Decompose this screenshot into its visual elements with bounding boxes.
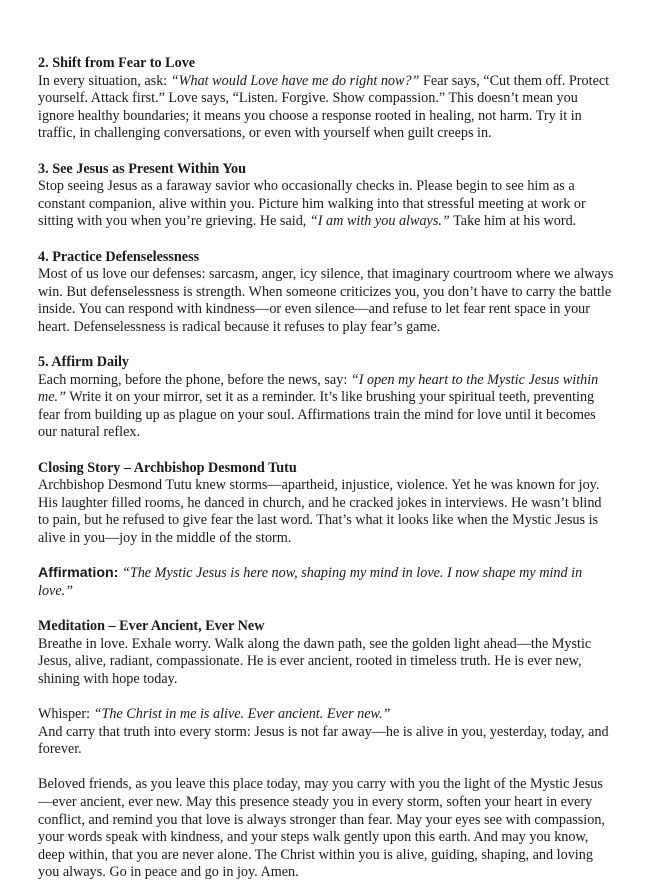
section-body: [38, 178, 614, 231]
quote-text: “I am with you always.”: [309, 213, 450, 230]
meditation-block: [38, 618, 614, 688]
body-text: Most of us love our defenses: sarcasm, anger, icy silence, that imaginary courtroom where we always win. But defenselessness is strength. When someone criticizes you, you don’t have to carry the battle inside. You can respond with kindness—or even silence—and refuse to let fear rent space in your heart. Defenselessness is radical because it refuses to play fear’s game.: [38, 266, 614, 335]
section-body: [38, 372, 614, 442]
affirmation-label: Affirmation:: [38, 565, 119, 582]
whisper-line: [38, 706, 614, 724]
affirmation-block: [38, 565, 614, 600]
section-block: [38, 161, 614, 231]
whisper-label: Whisper:: [38, 705, 94, 722]
quote-text: “What would Love have me do right now?”: [170, 72, 420, 89]
whisper-block: [38, 706, 614, 759]
body-text: Archbishop Desmond Tutu knew storms—apartheid, injustice, violence. Yet he was known for joy. His laughter filled rooms, he danced in church, and he cracked jokes in interviews. He wasn’t blind to pain, but he refused to give fear the last word. That’s what it looks like when the Mystic Jesus is alive in you—joy in the middle of the storm.: [38, 477, 602, 547]
section-heading: 2. Shift from Fear to Love: [38, 55, 196, 71]
section-heading: 5. Affirm Daily: [38, 354, 130, 371]
sections-container: [38, 55, 614, 548]
quote-text: “I open my heart to the Mystic Jesus within me.”: [38, 371, 599, 406]
closing-block: [38, 776, 614, 882]
meditation-heading: Meditation – Ever Ancient, Ever New: [38, 618, 265, 634]
section-heading: Closing Story – Archbishop Desmond Tutu: [38, 459, 297, 476]
body-text: In every situation, ask:: [38, 72, 171, 89]
body-text: Fear says, “Cut them off. Protect yourself. Attack first.” Love says, “Listen. Forgive. Show compassion.” This doesn’t mean you ignore healthy boundaries; it means you choose a response rooted in healing, not harm. Try it in traffic, in challenging conversations, or even with yourself when guilt creeps in.: [38, 72, 610, 142]
section-block: [38, 460, 614, 548]
body-text: Stop seeing Jesus as a faraway savior who occasionally checks in. Please begin to see him as a constant companion, alive within you. Picture him walking into that stressful meeting at work or sitting with you when you’re grieving. He said,: [38, 178, 586, 230]
meditation-text: Breathe in love. Exhale worry. Walk along the dawn path, see the golden light ahead—the Mystic Jesus, alive, radiant, compassionate. He is ever ancient, rooted in timeless truth. He is ever new, shining with hope today.: [38, 635, 592, 687]
whisper-follow: And carry that truth into every storm: Jesus is not far away—he is alive in you, yesterday, today, and forever.: [38, 723, 609, 758]
body-text: Each morning, before the phone, before the news, say:: [38, 371, 351, 388]
section-heading: 4. Practice Defenselessness: [38, 248, 200, 265]
section-heading: 3. See Jesus as Present Within You: [38, 160, 246, 177]
section-block: [38, 354, 614, 442]
section-body: [38, 73, 614, 143]
body-text: Take him at his word.: [449, 213, 577, 230]
section-block: [38, 55, 614, 143]
affirmation-quote: “The Mystic Jesus is here now, shaping my mind in love. I now shape my mind in love.”: [38, 565, 583, 599]
section-body: [38, 477, 614, 547]
section-block: [38, 249, 614, 337]
affirmation-paragraph: [38, 565, 614, 600]
body-text: Write it on your mirror, set it as a reminder. It’s like brushing your spiritual teeth, preventing fear from building up as plague on your soul. Affirmations train the mind for love until it becomes our natural reflex.: [38, 389, 596, 441]
whisper-quote: “The Christ in me is alive. Ever ancient. Ever new.”: [93, 705, 391, 722]
closing-blessing: Beloved friends, as you leave this place today, may you carry with you the light of the Mystic Jesus—ever ancient, ever new. May this presence steady you in every storm, soften your heart in every conflict, and remind you that love is always stronger than fear. May your eyes see with compassion, your words speak with kindness, and your steps walk gently upon this earth. And may you know, deep within, that you are never alone. The Christ within you is alive, guiding, shaping, and loving you always. Go in peace and go in joy. Amen.: [38, 776, 605, 881]
section-body: [38, 266, 614, 336]
